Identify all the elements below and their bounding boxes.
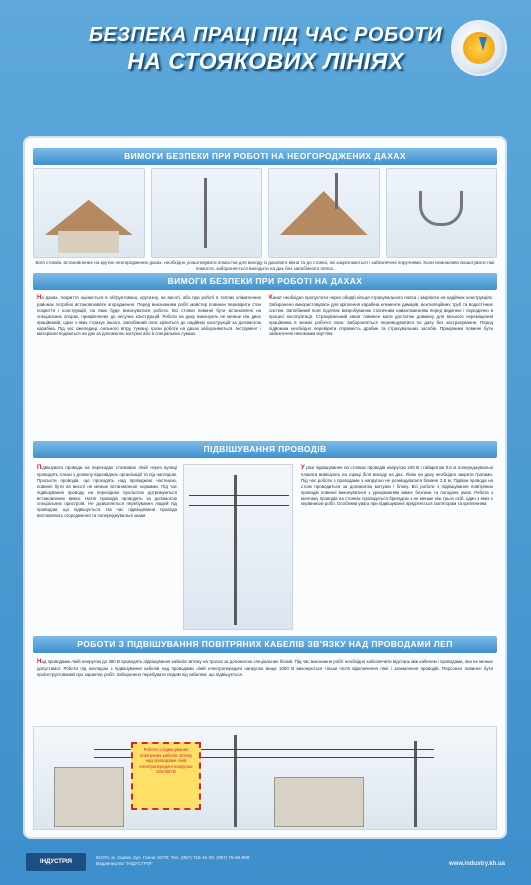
hook-shape (419, 191, 463, 226)
bolt-shape (479, 37, 487, 51)
roof-closeup-illustration (151, 168, 263, 258)
roof-left-text: На дахах, покриття оцінюється в обґрунтовано, крутизну, на висоті, або при роботі в теплих кліматичних районах потрібно встановлювати огородження. Перед виконанням робіт майстер повинен перевірити стан покриття і конструкцій, на яких буде виконуватися робота. Всі стояки повинні бути встановлені на спеціальних опорах, прикріплених до несучих конструкцій. Роботи на даху виконують не менше ніж двоє працівників, один з яких страхує іншого. Запобіжний пояс кріпиться до надійних конструкцій за допомогою карабіна. Під час ожеледиці, сильного вітру, туману, грози роботи на дахах забороняються. Інструмент і матеріали подаються на дах за допомогою мотузки або в спеціальних сумках. (37, 295, 261, 337)
content-panel (23, 136, 507, 839)
cables-text: Над проводами ліній напругою до 380 В проводять підвішування кабелів зв'язку на тросах за допомогою спеціальних блоків. Під час виконання робіт необхідно забезпечити відстань між кабелем і проводами, яка не менше допустимої. Роботи під наглядом з підвішування кабелів над проводами ліній електропередачі напругою вище 1000 В виконуються тільки після відключення лінії і заземлення проводів. Персонал повинен бути проінструктований про характер робіт. Заборонено перебувати людям під кабелем, що підвішується. (37, 659, 493, 677)
building-shape (54, 767, 124, 827)
wires-left-text: Підвішувати провода на переходах стоякових ліній через вулиці проводять тільки з дозволу відповідних організацій та під наглядом. Прольоти проводів, що проходять над проїжджою частиною, повинні бути на висоті не менше встановленої нормами. Під час підвішування проводу на перехідних прольотах дотримуються встановлених вимог. Натяг проводів проводять за допомогою спеціальних пристроїв. Не дозволяється перебування людей під проводом, що підвішується. На час підвішування провода виставляють огородження та попереджувальні знаки. (37, 465, 177, 519)
publisher-logo: ІНДУСТРІЯ (26, 853, 86, 871)
section-title-wire-suspension: ПІДВІШУВАННЯ ПРОВОДІВ (33, 441, 497, 458)
cable-note-box: Роботи з підвішування повітряних кабелів зв'язку над проводами ліній електропередачі напругою 220/380 В (131, 742, 201, 810)
pole-shape (335, 173, 338, 208)
wire-line (189, 495, 289, 496)
mast-illustration (183, 464, 293, 630)
footer-address (96, 855, 396, 867)
roof-illustrations (33, 168, 497, 258)
logo-disc (463, 32, 495, 64)
mast-shape (414, 741, 417, 827)
footer (0, 843, 531, 885)
wire-line (189, 505, 289, 506)
roof-work-illustration (268, 168, 380, 258)
section-title-roofs: ВИМОГИ БЕЗПЕКИ ПРИ РОБОТІ НА ДАХАХ (33, 273, 497, 290)
section-title-unfenced-roofs: ВИМОГИ БЕЗПЕКИ ПРИ РОБОТІ НА НЕОГОРОДЖЕНИХ ДАХАХ (33, 148, 497, 165)
cable-scene-illustration (33, 726, 497, 830)
header (0, 0, 531, 140)
roof-shape (280, 191, 368, 235)
footer-publisher-line: Видавництво "ІНДУСТРІЯ" (96, 861, 153, 867)
footer-website-link[interactable]: www.industry.kh.ua (448, 861, 505, 867)
roof-right-text: Канат необхідно пропустити через обидві кільця страхувального пояса і закріпити на надійних конструкціях. Заборонено використовувати для кріплення карабіна елементи димарів, вентиляційних труб та водостічних систем. Запобіжний пояс підлягає випробуванню статичним навантаженням перед видачею і періодично в процесі експлуатації. Страхувальний канат повинен мати достатню довжину для вільного переміщення працівника в межах робочої зони. Забороняється переміщуватися по даху без застрахування. Перед підйомом необхідно перевірити справність драбин та страхувальних засобів. Працівники повинні бути забезпечені нековзким взуттям. (269, 295, 493, 337)
section-title-cables: РОБОТИ З ПІДВІШУВАННЯ ПОВІТРЯНИХ КАБЕЛІВ ЗВ'ЯЗКУ НАД ПРОВОДАМИ ЛЕП (33, 636, 497, 653)
wall-shape (58, 231, 119, 254)
wires-right-text: У разі підвішування на стояках проводів напругою 240 В і габаритом 0,6 м попереджувальні плакати вивішують на гориці біля виходу на дах. Лінію на даху необхідно закрити ґратами. Під час роботи з проводами з напругою не розміщуватися ближче 2,5 м. Підйом провода на стояк проводиться за допомогою мотузки і блоку. Всі роботи з підвішування повітряних проводів повинні виконуватися з урахуванням вимог безпеки та погодних умов. Робота з монтажу проводів на стояках проводиться бригадою з не менше ніж трьох осіб, один з яких є керівником робіт. Особлива увага при підвішуванні приділяється ізоляторам та кріпленням. (301, 465, 493, 507)
pole-shape (204, 178, 207, 248)
page-title-line2: НА СТОЯКОВИХ ЛІНІЯХ (127, 48, 404, 74)
lightning-bolt-icon (451, 20, 507, 76)
building-shape (274, 777, 364, 827)
roof-caption: Біля стояків, встановлених на крутих неогороджених дахах, необхідно улаштовувати помостки для виходу із дахового вікна та до стояка, які закріплюються і забезпечені поручнями. Коли неможливо влаштувати такі помости, забороняється виходити на дах без запобіжного пояса. (35, 260, 495, 271)
house-illustration (33, 168, 145, 258)
mast-shape (234, 475, 237, 625)
footer-address-line: 61070, м. Харків, вул. Ганни 10/70; Тел. (057) 715-41-30, (057) 75-65-808 (96, 855, 250, 860)
page-title-line1: БЕЗПЕКА ПРАЦІ ПІД ЧАС РОБОТИ (88, 24, 443, 46)
hook-illustration (386, 168, 498, 258)
